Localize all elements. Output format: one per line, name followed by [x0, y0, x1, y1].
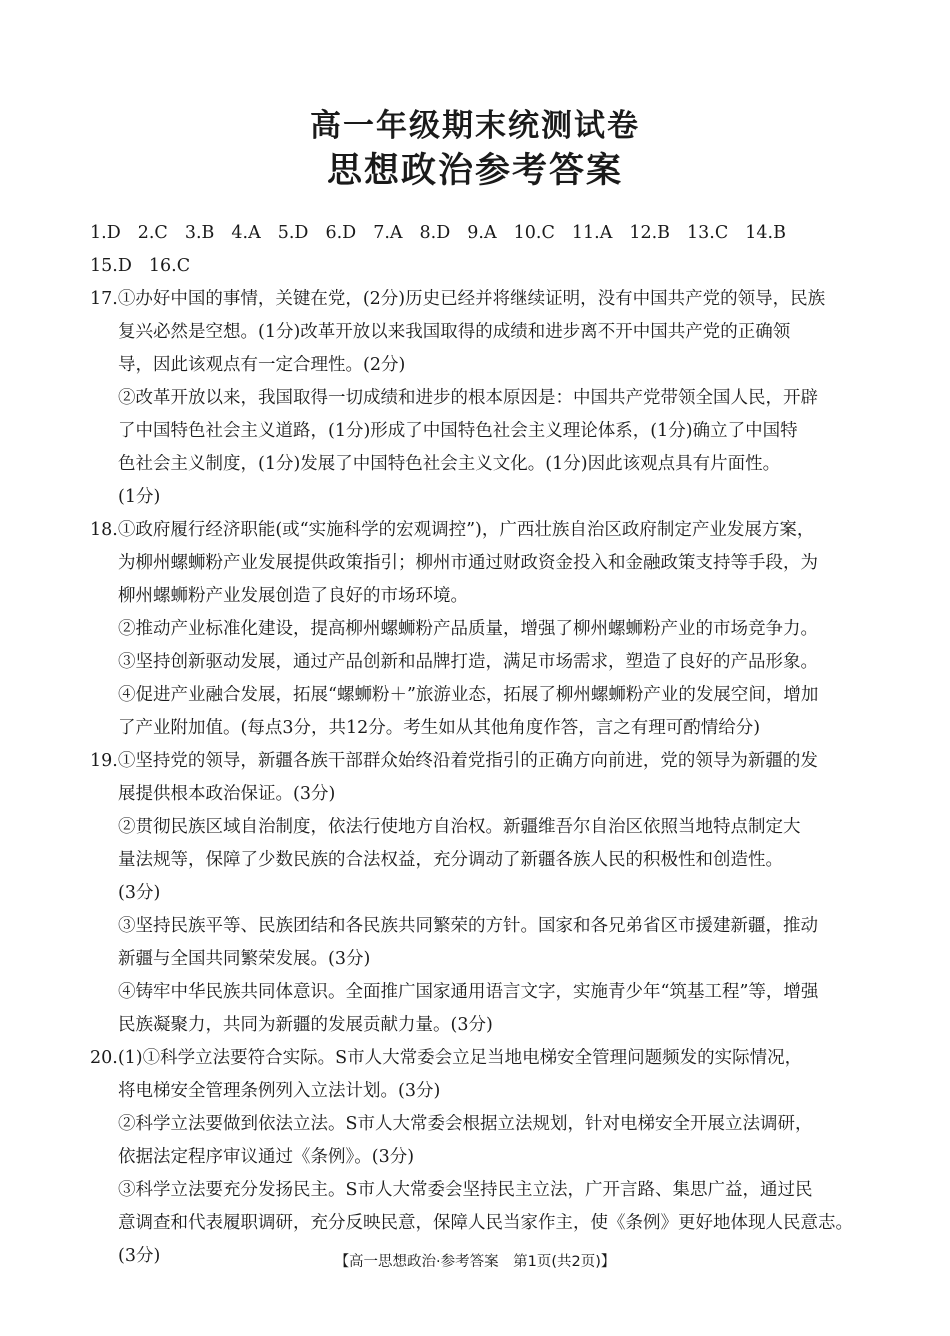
text-line: 19.①坚持党的领导，新疆各族干部群众始终沿着党指引的正确方向前进，党的领导为新疆的发: [90, 751, 818, 771]
text-line: ③坚持民族平等、民族团结和各民族共同繁荣的方针。国家和各兄弟省区市援建新疆，推动: [118, 916, 818, 936]
text-line: 依据法定程序审议通过《条例》。(3分): [118, 1147, 415, 1167]
answer-item: 15.D: [90, 256, 132, 276]
text-line: ③坚持创新驱动发展，通过产品创新和品牌打造，满足市场需求，塑造了良好的产品形象。: [118, 652, 818, 672]
text-line: 展提供根本政治保证。(3分): [118, 784, 336, 804]
text-line: (3分): [118, 1246, 161, 1266]
answer-item: 8.D: [419, 223, 451, 243]
answer-item: 9.A: [467, 223, 497, 243]
text-line: 20.(1)①科学立法要符合实际。S市人大常委会立足当地电梯安全管理问题频发的实际情况，: [90, 1048, 803, 1068]
answer-item: 10.C: [513, 223, 555, 243]
text-line: 民族凝聚力，共同为新疆的发展贡献力量。(3分): [118, 1015, 493, 1035]
text-line: ②改革开放以来，我国取得一切成绩和进步的根本原因是：中国共产党带领全国人民，开辟: [118, 388, 818, 408]
answer-item: 7.A: [373, 223, 403, 243]
text-line: ②科学立法要做到依法立法。S市人大常委会根据立法规划，针对电梯安全开展立法调研，: [118, 1114, 813, 1134]
answer-item: 6.D: [325, 223, 357, 243]
text-line: 意调查和代表履职调研，充分反映民意，保障人民当家作主，使《条例》更好地体现人民意志。: [118, 1213, 853, 1233]
text-line: ②贯彻民族区域自治制度，依法行使地方自治权。新疆维吾尔自治区依照当地特点制定大: [118, 817, 801, 837]
answer-row: [90, 217, 870, 250]
answer-item: 11.A: [571, 223, 613, 243]
text-line: ②推动产业标准化建设，提高柳州螺蛳粉产品质量，增强了柳州螺蛳粉产业的市场竞争力。: [118, 619, 818, 639]
answer-item: 12.B: [629, 223, 671, 243]
answer-item: 3.B: [184, 223, 215, 243]
text-line: (3分): [118, 883, 161, 903]
answer-item: 1.D: [90, 223, 121, 243]
answer-item: 2.C: [137, 223, 168, 243]
text-line: ④铸牢中华民族共同体意识。全面推广国家通用语言文字，实施青少年“筑基工程”等，增强: [118, 982, 819, 1002]
text-line: 导，因此该观点有一定合理性。(2分): [118, 355, 406, 375]
choice-answers: [90, 217, 870, 283]
answer-body: [90, 283, 898, 1273]
answer-item: 14.B: [745, 223, 786, 243]
text-line: 新疆与全国共同繁荣发展。(3分): [118, 949, 371, 969]
text-line: 柳州螺蛳粉产业发展创造了良好的市场环境。: [118, 586, 468, 606]
text-line: 将电梯安全管理条例列入立法计划。(3分): [118, 1081, 441, 1101]
answer-item: 16.C: [148, 256, 191, 276]
text-line: 色社会主义制度，(1分)发展了中国特色社会主义文化。(1分)因此该观点具有片面性。: [118, 454, 781, 474]
text-line: 17.①办好中国的事情，关键在党，(2分)历史已经并将继续证明，没有中国共产党的领导，民族: [90, 289, 826, 309]
text-line: ③科学立法要充分发扬民主。S市人大常委会坚持民主立法，广开言路、集思广益，通过民: [118, 1180, 813, 1200]
text-line: (1分): [118, 487, 161, 507]
page-footer: 【高一思想政治·参考答案 第1页(共2页)】: [334, 1254, 616, 1270]
answer-item: 13.C: [687, 223, 729, 243]
page-subtitle: 思想政治参考答案: [326, 151, 623, 191]
text-line: 了产业附加值。(每点3分，共12分。考生如从其他角度作答，言之有理可酌情给分): [118, 718, 761, 738]
text-line: 量法规等，保障了少数民族的合法权益，充分调动了新疆各族人民的积极性和创造性。: [118, 850, 783, 870]
answer-row: [90, 250, 870, 283]
text-line: 18.①政府履行经济职能(或“实施科学的宏观调控”)，广西壮族自治区政府制定产业发展方案，: [90, 520, 815, 540]
text-line: 为柳州螺蛳粉产业发展提供政策指引；柳州市通过财政资金投入和金融政策支持等手段，为: [118, 553, 818, 573]
answer-item: 5.D: [277, 223, 309, 243]
page-title: 高一年级期末统测试卷: [310, 108, 640, 144]
answer-item: 4.A: [231, 223, 261, 243]
text-line: 了中国特色社会主义道路，(1分)形成了中国特色社会主义理论体系，(1分)确立了中国特: [118, 421, 798, 441]
text-line: 复兴必然是空想。(1分)改革开放以来我国取得的成绩和进步离不开中国共产党的正确领: [118, 322, 791, 342]
text-line: ④促进产业融合发展，拓展“螺蛳粉＋”旅游业态，拓展了柳州螺蛳粉产业的发展空间，增加: [118, 685, 819, 705]
